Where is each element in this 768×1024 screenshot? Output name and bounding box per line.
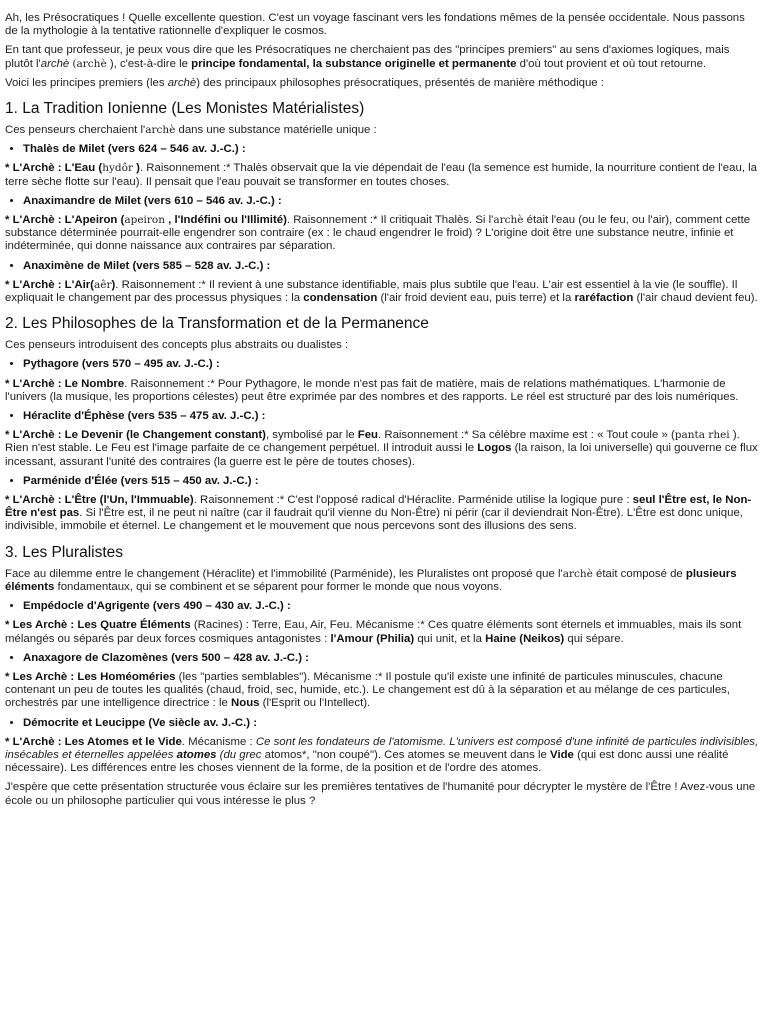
emphasis-text: l'Amour (Philia) [330, 632, 415, 645]
philosopher-name: • Thalès de Milet (vers 624 – 546 av. J.-C.) : [23, 143, 760, 156]
italic-text: archè [167, 76, 197, 89]
italic-text: Ce sont les fondateurs de l'atomisme. L'univers est composé d'une infinité de particules indivisibles, insécables et éternelles appelées [5, 735, 759, 761]
greek-term: archè [145, 124, 176, 137]
intro-paragraph-1: Ah, les Présocratiques ! Quelle excellente question. C'est un voyage fascinant vers les fondations mêmes de la pensée occidentale. Nous passons de la mythologie à la tentative rationnelle d'expliquer le cosmos. [5, 12, 745, 38]
section-lead: Face au dilemme entre le changement (Héraclite) et l'immobilité (Parménide), les Pluralistes ont proposé que l'archè était composé de plusieurs éléments fondamentaux, qui se combinent et se séparent pour former le monde que nous voyons. [5, 567, 737, 593]
intro-paragraph-2: En tant que professeur, je peux vous dire que les Présocratiques ne cherchaient pas des "principes premiers" au sens d'axiomes logiques, mais plutôt l'archè (archè ), c'est-à-dire le principe fondamental, la substance originelle et permanente d'où tout provient et où tout retourne. [5, 44, 730, 70]
philosopher-list [5, 195, 760, 208]
philosopher-description: * L'Archè : L'Être (l'Un, l'Immuable). Raisonnement :* C'est l'opposé radical d'Héraclite. Parménide utilise la logique pure : seul l'Être est, le Non-Être n'est pas. Si l'Être est, il ne peut ni naître (car il faudrait qu'il vienne du Non-Être) ni périr (car il deviendrait Non-Être). L'Être est donc unique, indivisible, immobile et éternel. Le changement et le mouvement que nous percevons sont des illusions des sens. [5, 494, 752, 533]
philosopher-list [5, 652, 760, 665]
emphasis-text: ) [132, 162, 140, 175]
emphasis-text: * L'Archè : L'Apeiron ( [5, 214, 125, 227]
philosopher-name: • Démocrite et Leucippe (Ve siècle av. J.-C.) : [23, 717, 760, 730]
emphasis-text: ) [111, 278, 116, 291]
section-lead: Ces penseurs introduisent des concepts plus abstraits ou dualistes : [5, 339, 349, 352]
philosopher-name: • Anaximène de Milet (vers 585 – 528 av. J.-C.) : [23, 260, 760, 273]
philosopher-description: * L'Archè : L'Eau (hydôr ). Raisonnement :* Thalès observait que la vie dépendait de l'eau (la semence est humide, la nourriture contient de l'eau, la terre sèche flotte sur l'eau). Il pensait que l'eau pouvait se transformer en toutes choses. [5, 162, 758, 188]
emphasis-text: condensation [303, 292, 378, 305]
emphasis-text: Feu [357, 429, 379, 442]
greek-term: aêr [93, 278, 112, 291]
greek-term: hydôr [102, 162, 133, 175]
philosopher-name: • Pythagore (vers 570 – 495 av. J.-C.) : [23, 358, 760, 371]
philosopher-name: • Anaximandre de Milet (vers 610 – 546 av. J.-C.) : [23, 195, 760, 208]
philosopher-description: * Les Archè : Les Homéoméries (les "parties semblables"). Mécanisme :* Il postule qu'il existe une infinité de particules minuscules, chacune contenant un peu de toutes les qualités (chaud, froid, sec, humide, etc.). Le changement est dû à la séparation et au mélange de ces particules, orchestrés par une intelligence directrice : le Nous (l'Esprit ou l'Intellect). [5, 670, 731, 710]
philosopher-name: • Héraclite d'Éphèse (vers 535 – 475 av. J.-C.) : [23, 410, 760, 423]
section-heading: 1. La Tradition Ionienne (Les Monistes Matérialistes) [5, 100, 365, 118]
italic-text: (du grec [216, 748, 265, 761]
emphasis-text: raréfaction [574, 292, 634, 305]
emphasis-text: * Les Archè : Les Quatre Éléments [5, 619, 191, 632]
section-heading: 3. Les Pluralistes [5, 543, 124, 561]
emphasis-text: plusieurs éléments [5, 567, 737, 593]
greek-term: archè [493, 214, 524, 227]
section-ionian [5, 100, 760, 305]
intro-paragraph-3: Voici les principes premiers (les archè) des principaux philosophes présocratiques, présentés de manière méthodique : [5, 76, 604, 89]
section-heading: 2. Les Philosophes de la Transformation et de la Permanence [5, 315, 429, 333]
philosopher-list [5, 143, 760, 156]
emphasis-text: Logos [477, 442, 512, 455]
philosopher-list [5, 600, 760, 613]
philosopher-list [5, 410, 760, 423]
greek-term: panta rhei [674, 429, 730, 442]
greek-term: archè [562, 567, 593, 580]
philosopher-list [5, 717, 760, 730]
philosopher-name: • Anaxagore de Clazomènes (vers 500 – 428 av. J.-C.) : [23, 652, 760, 665]
emphasis-text: * Les Archè : Les Homéoméries [5, 670, 176, 683]
section-lead: Ces penseurs cherchaient l'archè dans une substance matérielle unique : [5, 124, 377, 137]
emphasis-text: , l'Indéfini ou l'Illimité) [165, 214, 287, 227]
philosopher-list [5, 260, 760, 273]
emphasis-text: Nous [231, 697, 260, 710]
emphasis-text: * L'Archè : Les Atomes et le Vide [5, 735, 182, 748]
philosopher-description: * L'Archè : L'Air(aêr). Raisonnement :* Il revient à une substance identifiable, mais plus subtile que l'eau. L'air est essentiel à la vie (le souffle). Il expliquait le changement par des processus physiques : la condensation (l'air froid devient eau, puis terre) et la raréfaction (l'air chaud devient feu). [5, 278, 758, 305]
emphasis-text: * L'Archè : Le Nombre [5, 377, 125, 390]
italic-text: archè [40, 57, 70, 70]
greek-term: apeiron [124, 214, 166, 227]
philosopher-list [5, 358, 760, 371]
philosopher-description: * L'Archè : Le Nombre. Raisonnement :* Pour Pythagore, le monde n'est pas fait de matière, mais de relations mathématiques. L'harmonie de l'univers (la musique, les proportions célestes) peut être exprimée par des nombres et des rapports. Le réel est structuré par des lois numériques. [5, 377, 739, 403]
outro-paragraph: J'espère que cette présentation structurée vous éclaire sur les premières tentatives de l'humanité pour décrypter le mystère de l'Être ! Avez-vous une école ou un philosophe particulier qui vous intéresse le plus ? [5, 781, 756, 807]
emphasis-text: Vide [550, 748, 574, 761]
philosopher-name: • Parménide d'Élée (vers 515 – 450 av. J.-C.) : [23, 475, 760, 488]
philosopher-name: • Empédocle d'Agrigente (vers 490 – 430 av. J.-C.) : [23, 600, 760, 613]
emphasis-text: * L'Archè : L'Être (l'Un, l'Immuable) [5, 494, 194, 507]
emphasis-text: * L'Archè : L'Air( [5, 278, 94, 291]
philosopher-description: * L'Archè : L'Apeiron (apeiron , l'Indéfini ou l'Illimité). Raisonnement :* Il critiquait Thalès. Si l'archè était l'eau (ou le feu, ou l'air), comment cette substance déterminée pourrait-elle engendrer son contraire (ex : le chaud engendrer le froid) ? L'origine doit être une substance neutre, infinie et indéterminée, qui donne naissance aux contraires par séparation. [5, 214, 751, 253]
philosopher-description: * L'Archè : Le Devenir (le Changement constant), symbolisé par le Feu. Raisonnement :* Sa célèbre maxime est : « Tout coule » (panta rhei ). Rien n'est stable. Le Feu est l'image parfaite de ce changement perpétuel. Il introduit aussi le Logos (la raison, la loi universelle) qui gouverne ce flux incessant, assurant l'unité des contraires (la guerre est le père de toutes choses). [5, 429, 758, 468]
philosopher-list [5, 475, 760, 488]
emphasis-text: atomes [176, 748, 217, 761]
section-pluralists [5, 544, 760, 776]
philosopher-description: * Les Archè : Les Quatre Éléments (Racines) : Terre, Eau, Air, Feu. Mécanisme :* Ces quatre éléments sont éternels et immuables, mais ils sont mélangés ou séparés par deux forces cosmiques antagonistes : l'Amour (Philia) qui unit, et la Haine (Neikos) qui sépare. [5, 619, 742, 645]
emphasis-text: * L'Archè : L'Eau ( [5, 162, 103, 175]
emphasis-text: Haine (Neikos) [485, 632, 565, 645]
emphasis-text: * L'Archè : Le Devenir (le Changement constant) [5, 429, 266, 442]
emphasis-text: principe fondamental, la substance originelle et permanente [191, 57, 517, 70]
greek-term: (archè [72, 57, 107, 70]
section-transformation [5, 315, 760, 533]
emphasis-text: seul l'Être est, le Non-Être n'est pas [5, 494, 752, 520]
philosopher-description: * L'Archè : Les Atomes et le Vide. Mécanisme : Ce sont les fondateurs de l'atomisme. L'univers est composé d'une infinité de particules indivisibles, insécables et éternelles appelées atomes (du grec atomos*, "non coupé"). Ces atomes se meuvent dans le Vide (qui est donc aussi une réalité nécessaire). Les différences entre les choses viennent de la forme, de la position et de l'ordre des atomes. [5, 735, 759, 775]
